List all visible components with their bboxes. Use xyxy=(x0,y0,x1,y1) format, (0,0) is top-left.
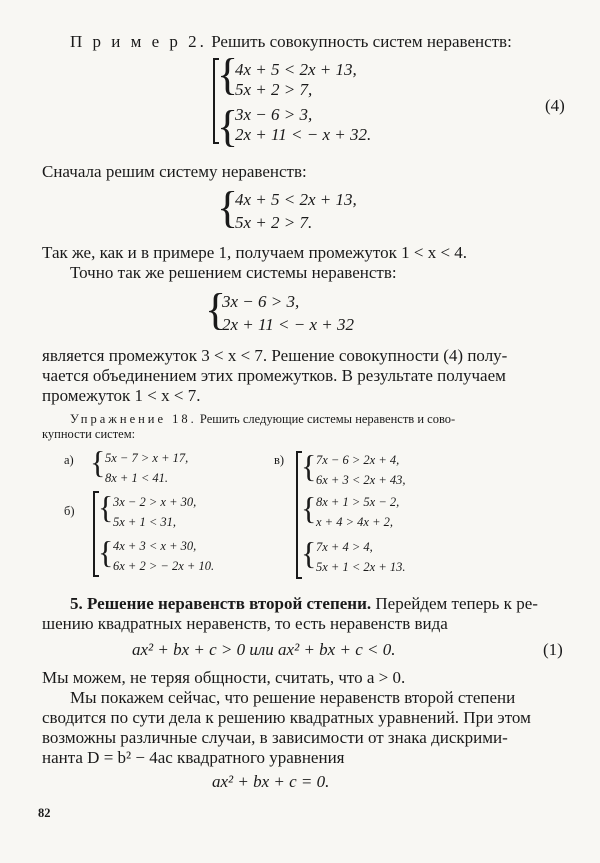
exercise-c-line3: 8x + 1 > 5x − 2, xyxy=(316,495,400,509)
exercise-heading xyxy=(70,412,455,427)
exercise-c-line4: x + 4 > 4x + 2, xyxy=(316,515,394,529)
system-brace: { xyxy=(301,448,317,484)
paragraph-line: Мы можем, не теряя общности, считать, что a > 0. xyxy=(42,668,406,687)
paragraph-line: Мы покажем сейчас, что решение неравенств второй степени xyxy=(70,688,516,707)
paragraph-line: чается объединением этих промежутков. В результате получаем xyxy=(42,366,506,385)
example-text: Решить совокупность систем неравенств: xyxy=(211,32,512,51)
exercise-b-line2: 5x + 1 < 31, xyxy=(113,515,177,529)
section-text: Перейдем теперь к ре- xyxy=(375,594,538,613)
set-bracket xyxy=(93,491,95,577)
system-brace: { xyxy=(217,102,239,151)
system-brace: { xyxy=(90,444,106,480)
exercise-c-line5: 7x + 4 > 4, xyxy=(316,540,373,554)
system-brace: { xyxy=(98,534,114,570)
exercise-b-line1: 3x − 2 > x + 30, xyxy=(113,495,197,509)
exercise-title: Упражнение 18. xyxy=(70,412,197,426)
system-brace: { xyxy=(301,490,317,526)
page-number: 82 xyxy=(38,806,51,820)
system-brace: { xyxy=(98,489,114,525)
system-brace: { xyxy=(217,50,239,99)
paragraph-line: нанта D = b² − 4ac квадратного уравнения xyxy=(42,748,345,767)
system-brace: { xyxy=(301,535,317,571)
exercise-label-a: а) xyxy=(64,453,74,467)
exercise-c-line2: 6x + 3 < 2x + 43, xyxy=(316,473,406,487)
section-heading-line xyxy=(70,594,538,614)
system-brace: { xyxy=(217,183,239,232)
paragraph-line: возможны различные случаи, в зависимости от знака дискрими- xyxy=(42,728,508,747)
paragraph-line: промежуток 1 < x < 7. xyxy=(42,386,201,405)
sysB-line2: 2x + 11 < − x + 32 xyxy=(222,315,354,334)
sysB-line1: 3x − 6 > 3, xyxy=(222,292,300,311)
sys4-line1: 4x + 5 < 2x + 13, xyxy=(235,60,357,79)
exercise-a-line1: 5x − 7 > x + 17, xyxy=(105,451,189,465)
exercise-label-b: б) xyxy=(64,504,75,518)
example-heading xyxy=(70,32,512,52)
equation-number: (4) xyxy=(545,96,565,115)
exercise-label-c: в) xyxy=(274,453,285,467)
exercise-a-line2: 8x + 1 < 41. xyxy=(105,471,169,485)
sys4-line2: 5x + 2 > 7, xyxy=(235,80,313,99)
system-brace: { xyxy=(205,285,227,334)
equation-2: ax² + bx + c = 0. xyxy=(212,772,330,791)
sys4-line4: 2x + 11 < − x + 32. xyxy=(235,125,372,144)
sysA-line1: 4x + 5 < 2x + 13, xyxy=(235,190,357,209)
exercise-text: Решить следующие системы неравенств и сово- xyxy=(199,412,456,426)
exercise-text-2: купности систем: xyxy=(42,427,136,441)
equation-1: ax² + bx + c > 0 или ax² + bx + c < 0. xyxy=(132,640,396,659)
paragraph-line: является промежуток 3 < x < 7. Решение совокупности (4) полу- xyxy=(42,346,508,365)
exercise-b-line4: 6x + 2 > − 2x + 10. xyxy=(113,559,215,573)
section-heading: 5. Решение неравенств второй степени. xyxy=(70,594,372,613)
paragraph-line: шению квадратных неравенств, то есть неравенств вида xyxy=(42,614,448,633)
paragraph-line: сводится по сути дела к решению квадратных уравнений. При этом xyxy=(42,708,531,727)
set-bracket xyxy=(213,58,215,144)
exercise-b-line3: 4x + 3 < x + 30, xyxy=(113,539,197,553)
paragraph: Сначала решим систему неравенств: xyxy=(42,162,307,181)
exercise-c-line6: 5x + 1 < 2x + 13. xyxy=(316,560,406,574)
example-title: П р и м е р 2. xyxy=(70,32,207,51)
paragraph: Так же, как и в примере 1, получаем промежуток 1 < x < 4. xyxy=(42,243,468,262)
sys4-line3: 3x − 6 > 3, xyxy=(235,105,313,124)
set-bracket xyxy=(296,451,298,579)
sysA-line2: 5x + 2 > 7. xyxy=(235,213,313,232)
equation-number: (1) xyxy=(543,640,563,659)
paragraph: Точно так же решением системы неравенств: xyxy=(70,263,397,282)
exercise-c-line1: 7x − 6 > 2x + 4, xyxy=(316,453,400,467)
